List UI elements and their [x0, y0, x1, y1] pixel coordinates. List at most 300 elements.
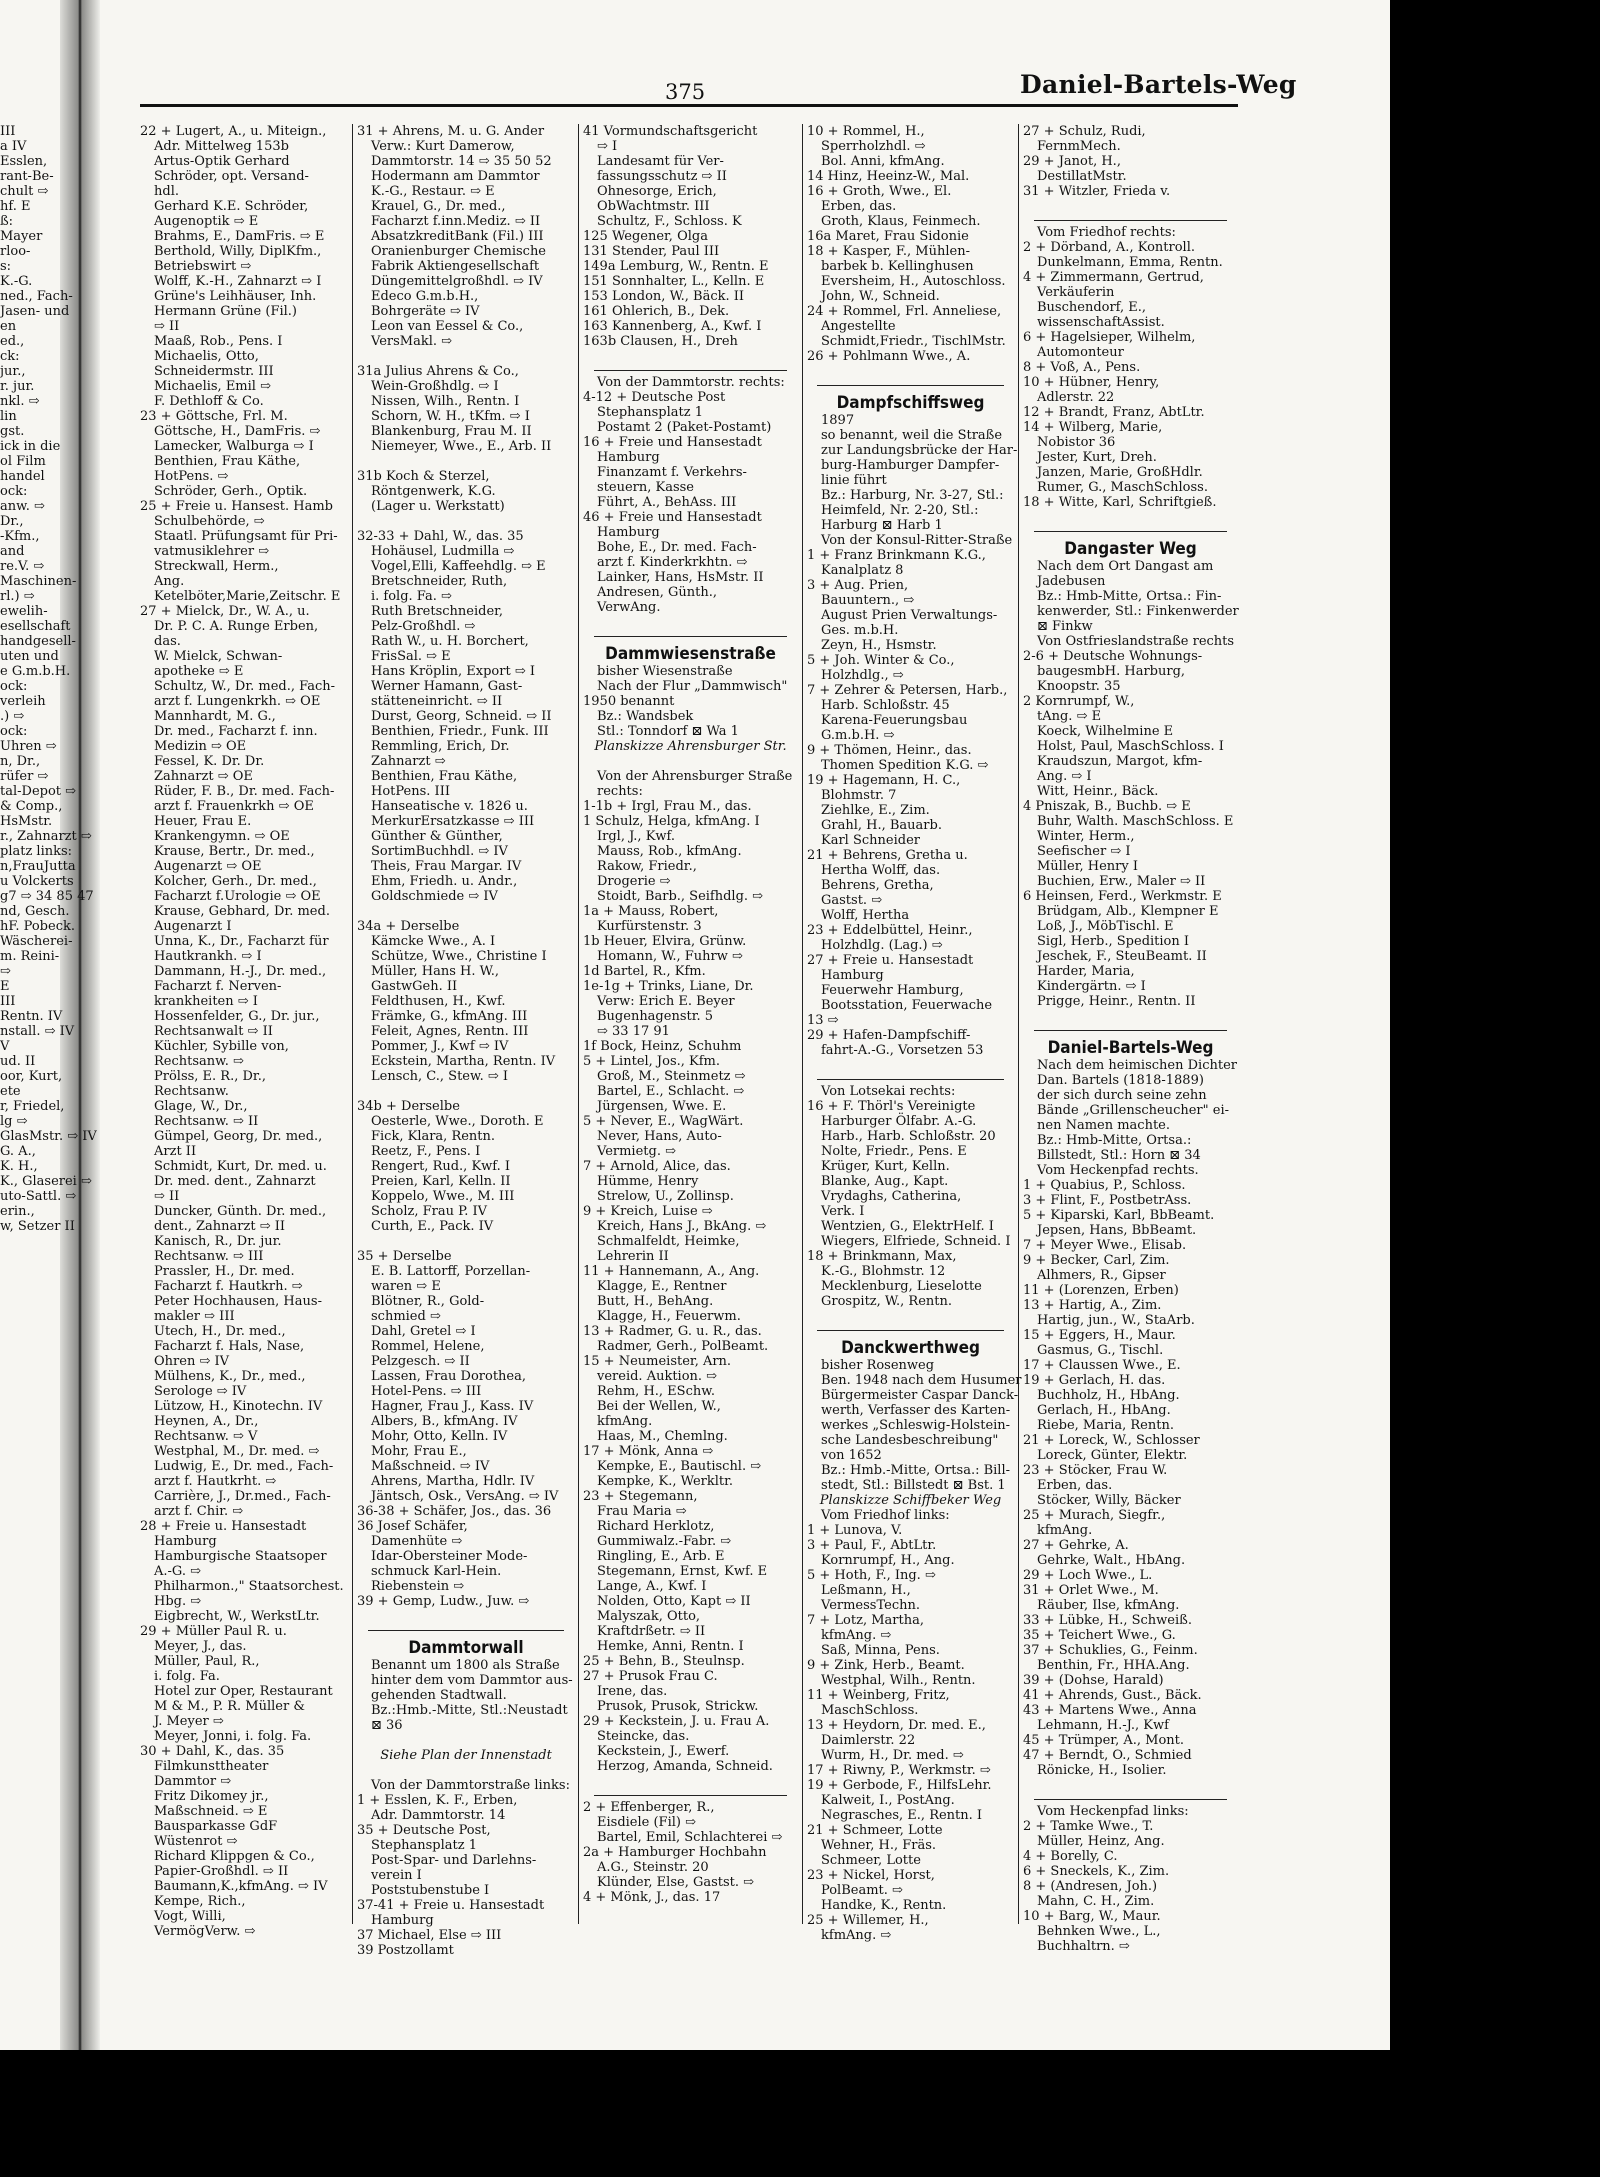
directory-entry-line — [583, 1774, 798, 1789]
directory-entry-line: ⊠ Finkw — [1037, 619, 1093, 634]
directory-entry-line: ⇨ II — [154, 319, 180, 334]
directory-entry-line: Rengert, Rud., Kwf. I — [371, 1159, 511, 1174]
directory-entry-line: Schmeer, Lotte — [821, 1853, 921, 1868]
directory-entry-line: Kurfürstenstr. 3 — [597, 919, 702, 934]
directory-entry-line: Adlerstr. 22 — [1037, 390, 1115, 405]
directory-entry-line: arzt f. Lungenkrkh. ⇨ OE — [154, 694, 321, 709]
directory-entry-line: Eversheim, H., Autoschloss. — [821, 274, 1006, 289]
directory-entry-line: 37 Michael, Else ⇨ III — [357, 1928, 502, 1943]
page-number: 375 — [665, 80, 706, 104]
directory-entry-line: hinter dem vom Dammtor aus- — [371, 1673, 573, 1688]
directory-entry-line: Von der Ahrensburger Straße — [597, 769, 793, 784]
directory-entry-line: 39 + Gemp, Ludw., Juw. ⇨ — [357, 1594, 530, 1609]
directory-entry-line: Thomen Spedition K.G. ⇨ — [821, 758, 989, 773]
directory-entry-line: Ang. ⇨ I — [1037, 769, 1092, 784]
fragment-line: ned., Fach- — [0, 289, 73, 304]
directory-column-2 — [357, 124, 575, 1958]
directory-entry-line: Strelow, U., Zollinsp. — [597, 1189, 734, 1204]
directory-entry-line: stedt, Stl.: Billstedt ⊠ Bst. 1 — [821, 1478, 1006, 1493]
directory-entry-line: Werner Hamann, Gast- — [371, 679, 523, 694]
directory-entry-line: 14 + Wilberg, Marie, — [1023, 420, 1163, 435]
directory-entry-line: Müller, Hans H. W., — [371, 964, 499, 979]
directory-entry-line: Schulbehörde, ⇨ — [154, 514, 265, 529]
directory-entry-line: Jeschek, F., SteuBeamt. II — [1037, 949, 1207, 964]
directory-entry-line: Streckwall, Herm., — [154, 559, 279, 574]
directory-entry-line: Benthien, Friedr., Funk. III — [371, 724, 549, 739]
directory-entry-line: Papier-Großhdl. ⇨ II — [154, 1864, 289, 1879]
directory-entry-line: 9 + Zink, Herb., Beamt. — [807, 1658, 965, 1673]
directory-entry-line: Heuer, Frau E. — [154, 814, 252, 829]
directory-entry-line: kfmAng. — [597, 1414, 653, 1429]
directory-entry-line: Maaß, Rob., Pens. I — [154, 334, 283, 349]
directory-entry-line: 25 + Murach, Siegfr., — [1023, 1508, 1166, 1523]
directory-entry-line: Bürgermeister Caspar Danck- — [821, 1388, 1019, 1403]
fragment-line: uten und — [0, 649, 59, 664]
column-divider — [802, 124, 803, 1924]
fragment-line: ewelih- — [0, 604, 48, 619]
section-rule — [1034, 1799, 1228, 1800]
directory-entry-line: Kempe, Rich., — [154, 1894, 246, 1909]
fragment-line: ed., — [0, 334, 25, 349]
directory-entry-line: Dammtor ⇨ — [154, 1774, 232, 1789]
directory-entry-line: Holzhdlg., ⇨ — [821, 668, 904, 683]
directory-entry-line: 1897 — [821, 413, 855, 428]
directory-entry-line: 13 + Radmer, G. u. R., das. — [583, 1324, 762, 1339]
fragment-line: HsMstr. — [0, 814, 53, 829]
directory-entry-line: Witt, Heinr., Bäck. — [1037, 784, 1159, 799]
directory-entry-line: Gastst. ⇨ — [821, 893, 883, 908]
directory-entry-line: Wolff, K.-H., Zahnarzt ⇨ I — [154, 274, 322, 289]
directory-entry-line: 27 + Gehrke, A. — [1023, 1538, 1129, 1553]
directory-entry-line: Winter, Herm., — [1037, 829, 1135, 844]
directory-entry-line: August Prien Verwaltungs- — [821, 608, 998, 623]
directory-entry-line: krankheiten ⇨ I — [154, 994, 258, 1009]
directory-entry-line: 16a Maret, Frau Sidonie — [807, 229, 969, 244]
directory-entry-line: Dammtorstr. 14 ⇨ 35 50 52 — [371, 154, 552, 169]
directory-entry-line: Drogerie ⇨ — [597, 874, 671, 889]
directory-entry-line: Wentzien, G., ElektrHelf. I — [821, 1219, 994, 1234]
directory-entry-line: apotheke ⇨ E — [154, 664, 244, 679]
directory-entry-line: kfmAng. — [1037, 1523, 1093, 1538]
directory-entry-line: Butt, H., BehAng. — [597, 1294, 714, 1309]
directory-entry-line: 23 + Stöcker, Frau W. — [1023, 1463, 1168, 1478]
directory-entry-line: 29 + Janot, H., — [1023, 154, 1121, 169]
directory-entry-line: Hemke, Anni, Rentn. I — [597, 1639, 744, 1654]
directory-entry-line: schmied ⇨ — [371, 1309, 441, 1324]
directory-entry-line: Blankenburg, Frau M. II — [371, 424, 532, 439]
directory-entry-line — [583, 754, 798, 769]
street-heading: Dammtorwall — [408, 1638, 524, 1658]
fragment-line: jur., — [0, 364, 26, 379]
directory-entry-line: Glage, W., Dr., — [154, 1099, 248, 1114]
fragment-line: ick in die — [0, 439, 61, 454]
directory-entry-line: Koppelo, Wwe., M. III — [371, 1189, 515, 1204]
directory-entry-line: 5 + Lintel, Jos., Kfm. — [583, 1054, 721, 1069]
directory-entry-line: Verk. I — [821, 1204, 865, 1219]
directory-entry-line: Hamburg — [154, 1534, 217, 1549]
directory-entry-line: 6 Heinsen, Ferd., Werkmstr. E — [1023, 889, 1222, 904]
directory-entry-line: Von Ostfrieslandstraße rechts — [1037, 634, 1235, 649]
directory-entry-line: Benthin, Fr., HHA.Ang. — [1037, 1658, 1190, 1673]
directory-entry-line: 25 + Willemer, H., — [807, 1913, 929, 1928]
fragment-line: esellschaft — [0, 619, 71, 634]
directory-entry-line: 25 + Freie u. Hansest. Hamb — [140, 499, 333, 514]
directory-entry-line: Heimfeld, Nr. 2-20, Stl.: — [821, 503, 979, 518]
fragment-line: Uhren ⇨ — [0, 739, 57, 754]
directory-entry-line: 29 + Loch Wwe., L. — [1023, 1568, 1153, 1583]
directory-entry-line: Hotel-Pens. ⇨ III — [371, 1384, 482, 1399]
directory-entry-line: 24 + Rommel, Frl. Anneliese, — [807, 304, 1002, 319]
directory-entry-line: Never, Hans, Auto- — [597, 1129, 722, 1144]
directory-entry-line: 13 + Hartig, A., Zim. — [1023, 1298, 1162, 1313]
directory-entry-line: 19 + Gerlach, H. das. — [1023, 1373, 1166, 1388]
directory-entry-line: Harder, Maria, — [1037, 964, 1135, 979]
directory-entry-line: Facharzt f.inn.Mediz. ⇨ II — [371, 214, 541, 229]
section-rule — [368, 1630, 564, 1631]
directory-entry-line: Feuerwehr Hamburg, — [821, 983, 964, 998]
directory-entry-line — [357, 514, 575, 529]
directory-entry-line: Andresen, Günth., — [597, 585, 717, 600]
directory-entry-line: 21 + Loreck, W., Schlosser — [1023, 1433, 1200, 1448]
fragment-line: handgesell- — [0, 634, 76, 649]
fragment-line: Maschinen- — [0, 574, 77, 589]
directory-entry-line: Janzen, Marie, GroßHdlr. — [1037, 465, 1203, 480]
directory-entry-line: Buchholz, H., HbAng. — [1037, 1388, 1180, 1403]
directory-entry-line: 4 + Mönk, J., das. 17 — [583, 1890, 721, 1905]
directory-entry-line: makler ⇨ III — [154, 1309, 235, 1324]
directory-entry-line: Riebe, Maria, Rentn. — [1037, 1418, 1174, 1433]
directory-entry-line: kfmAng. ⇨ — [821, 1928, 892, 1943]
directory-entry-line: 153 London, W., Bäck. II — [583, 289, 745, 304]
directory-entry-line: Dr. med. dent., Zahnarzt — [154, 1174, 316, 1189]
fragment-line: III — [0, 994, 16, 1009]
directory-entry-line: Schmalfeldt, Heimke, — [597, 1234, 740, 1249]
directory-entry-line — [1023, 199, 1238, 214]
fragment-line: m. Reini- — [0, 949, 60, 964]
directory-entry-line: Harburger Ölfabr. A.-G. — [821, 1114, 977, 1129]
directory-entry-line: Schmidt, Kurt, Dr. med. u. — [154, 1159, 327, 1174]
plan-reference: Planskizze Ahrensburger Str. — [594, 739, 787, 754]
directory-entry-line: 27 + Mielck, Dr., W. A., u. — [140, 604, 310, 619]
directory-entry-line: 17 + Riwny, P., Werkmstr. ⇨ — [807, 1763, 991, 1778]
directory-entry-line: arzt f. Chir. ⇨ — [154, 1504, 244, 1519]
directory-entry-line: Krauel, G., Dr. med., — [371, 199, 506, 214]
directory-entry-line: Zahnarzt ⇨ OE — [154, 769, 253, 784]
directory-entry-line: Irgl, J., Kwf. — [597, 829, 676, 844]
fragment-line: r. jur. — [0, 379, 35, 394]
directory-entry-line: gehenden Stadtwall. — [371, 1688, 507, 1703]
directory-entry-line: Kempke, K., Werkltr. — [597, 1474, 734, 1489]
directory-entry-line: 1e-1g + Trinks, Liane, Dr. — [583, 979, 754, 994]
directory-entry-line: Vom Heckenpfad links: — [1037, 1804, 1189, 1819]
directory-entry-line: 12 + Brandt, Franz, AbtLtr. — [1023, 405, 1205, 420]
directory-entry-line: Saß, Minna, Pens. — [821, 1643, 940, 1658]
directory-entry-line: Rechtsanw. ⇨ III — [154, 1249, 264, 1264]
directory-entry-line: Filmkunsttheater — [154, 1759, 269, 1774]
directory-entry-line: Benthien, Frau Käthe, — [371, 769, 518, 784]
directory-entry-line: Stl.: Tonndorf ⊠ Wa 1 — [597, 724, 739, 739]
directory-entry-line: Nissen, Wilh., Rentn. I — [371, 394, 520, 409]
directory-entry-line: Hanseatische v. 1826 u. — [371, 799, 528, 814]
directory-entry-line: Rönicke, H., Isolier. — [1037, 1763, 1167, 1778]
directory-entry-line: Verw.: Kurt Damerow, — [371, 139, 515, 154]
directory-entry-line: Curth, E., Pack. IV — [371, 1219, 494, 1234]
directory-entry-line: Stegemann, Ernst, Kwf. E — [597, 1564, 768, 1579]
directory-entry-line: Brahms, E., DamFris. ⇨ E — [154, 229, 325, 244]
fragment-line: tal-Depot ⇨ — [0, 784, 77, 799]
directory-entry-line: Bartel, Emil, Schlachterei ⇨ — [597, 1830, 783, 1845]
directory-entry-line: 10 + Rommel, H., — [807, 124, 925, 139]
directory-entry-line: 5 + Never, E., WagWärt. — [583, 1114, 744, 1129]
directory-entry-line: Von der Konsul-Ritter-Straße — [821, 533, 1013, 548]
directory-entry-line: 2 + Dörband, A., Kontroll. — [1023, 240, 1195, 255]
directory-entry-line: Vogt, Willi, — [154, 1909, 226, 1924]
directory-entry-line: arzt f. Hautkrht. ⇨ — [154, 1474, 277, 1489]
directory-entry-line: Hohäusel, Ludmilla ⇨ — [371, 544, 515, 559]
fragment-line: r, Friedel, — [0, 1099, 65, 1114]
directory-entry-line: Artus-Optik Gerhard — [154, 154, 290, 169]
directory-entry-line: Serologe ⇨ IV — [154, 1384, 247, 1399]
directory-entry-line: Behrens, Gretha, — [821, 878, 934, 893]
directory-entry-line: Klünder, Else, Gastst. ⇨ — [597, 1875, 755, 1890]
directory-entry-line: Karl Schneider — [821, 833, 920, 848]
directory-entry-line: Duncker, Günth. Dr. med., — [154, 1204, 327, 1219]
column-divider — [1018, 124, 1019, 1924]
fragment-line: erin., — [0, 1204, 35, 1219]
fragment-line: K. H., — [0, 1159, 38, 1174]
fragment-line: ⇨ — [0, 964, 11, 979]
directory-entry-line: J. Meyer ⇨ — [154, 1714, 224, 1729]
directory-entry-line: 1 Schulz, Helga, kfmAng. I — [583, 814, 760, 829]
directory-entry-line: 9 + Becker, Carl, Zim. — [1023, 1253, 1170, 1268]
directory-entry-line: Krause, Bertr., Dr. med., — [154, 844, 315, 859]
directory-entry-line: 10 + Barg, W., Maur. — [1023, 1909, 1161, 1924]
directory-entry-line: Augenoptik ⇨ E — [154, 214, 259, 229]
directory-entry-line: John, W., Schneid. — [821, 289, 940, 304]
directory-entry-line: W. Mielck, Schwan- — [154, 649, 283, 664]
directory-entry-line: Finanzamt f. Verkehrs- — [597, 465, 747, 480]
directory-entry-line: rechts: — [597, 784, 643, 799]
directory-entry-line: Nach dem Ort Dangast am — [1037, 559, 1214, 574]
directory-entry-line: Dammann, H.-J., Dr. med., — [154, 964, 327, 979]
directory-entry-line: 16 + Groth, Wwe., El. — [807, 184, 952, 199]
directory-entry-line: Wehner, H., Fräs. — [821, 1838, 937, 1853]
directory-entry-line: Blötner, R., Gold- — [371, 1294, 485, 1309]
directory-entry-line: Kolcher, Gerh., Dr. med., — [154, 874, 317, 889]
fragment-line: u Volckerts — [0, 874, 74, 889]
directory-entry-line — [1023, 1778, 1238, 1793]
directory-entry-line: Gasmus, G., Tischl. — [1037, 1343, 1164, 1358]
directory-entry-line: Hossenfelder, G., Dr. jur., — [154, 1009, 320, 1024]
fragment-line: III — [0, 124, 16, 139]
directory-entry-line: Bol. Anni, kfmAng. — [821, 154, 945, 169]
directory-entry-line: FrisSal. ⇨ E — [371, 649, 451, 664]
directory-entry-line: Krause, Gebhard, Dr. med. — [154, 904, 330, 919]
directory-column-1 — [140, 124, 348, 1939]
directory-entry-line: 31b Koch & Sterzel, — [357, 469, 490, 484]
directory-entry-line: Facharzt f. Nerven- — [154, 979, 282, 994]
directory-entry-line: 43 + Martens Wwe., Anna — [1023, 1703, 1197, 1718]
directory-entry-line: Kempke, E., Bautischl. ⇨ — [597, 1459, 762, 1474]
directory-entry-line: so benannt, weil die Straße — [821, 428, 1003, 443]
directory-entry-line: Keckstein, J., Ewerf. — [597, 1744, 730, 1759]
directory-entry-line: 151 Sonnhalter, L., Kelln. E — [583, 274, 765, 289]
directory-entry-line: 19 + Hagemann, H. C., — [807, 773, 961, 788]
directory-entry-line: Zahnarzt ⇨ — [371, 754, 446, 769]
directory-entry-line: Lainker, Hans, HsMstr. II — [597, 570, 764, 585]
fragment-line: and — [0, 544, 25, 559]
section-rule — [817, 1330, 1003, 1331]
directory-entry-line: VermögVerw. ⇨ — [154, 1924, 256, 1939]
directory-entry-line: 131 Stender, Paul III — [583, 244, 720, 259]
section-rule — [594, 636, 788, 637]
directory-entry-line: Grüne's Leihhäuser, Inh. — [154, 289, 317, 304]
directory-entry-line: Prusok, Prusok, Strickw. — [597, 1699, 759, 1714]
directory-entry-line: Seefischer ⇨ I — [1037, 844, 1131, 859]
directory-column-4 — [807, 124, 1022, 1943]
directory-entry-line: 47 + Berndt, O., Schmied — [1023, 1748, 1192, 1763]
fragment-line: verleih — [0, 694, 46, 709]
directory-entry-line: Müller, Henry I — [1037, 859, 1138, 874]
directory-entry-line: 18 + Witte, Karl, Schriftgieß. — [1023, 495, 1217, 510]
directory-entry-line: 2 + Effenberger, R., — [583, 1800, 715, 1815]
directory-entry-line: 13 ⇨ — [807, 1013, 839, 1028]
directory-entry-line — [357, 349, 575, 364]
directory-entry-line: Arzt II — [154, 1144, 197, 1159]
directory-entry-line: waren ⇨ E — [371, 1279, 441, 1294]
directory-entry-line: Stephansplatz 1 — [597, 405, 704, 420]
directory-entry-line: Irene, das. — [597, 1684, 668, 1699]
directory-entry-line: Hotel zur Oper, Restaurant — [154, 1684, 333, 1699]
directory-entry-line: Carrière, J., Dr.med., Fach- — [154, 1489, 331, 1504]
directory-column-5 — [1023, 124, 1238, 1954]
directory-entry-line: dent., Zahnarzt ⇨ II — [154, 1219, 286, 1234]
directory-entry-line: 11 + Weinberg, Fritz, — [807, 1688, 950, 1703]
directory-entry-line: Gummiwalz.-Fabr. ⇨ — [597, 1534, 732, 1549]
directory-entry-line: linie führt — [821, 473, 887, 488]
directory-entry-line: 9 + Kreich, Luise ⇨ — [583, 1204, 713, 1219]
directory-entry-line: Schultz, F., Schloss. K — [597, 214, 742, 229]
directory-entry-line: Ketelböter,Marie,Zeitschr. E — [154, 589, 341, 604]
directory-entry-line: das. — [154, 634, 181, 649]
fragment-line: e G.m.b.H. — [0, 664, 71, 679]
directory-entry-line: Buhr, Walth. MaschSchloss. E — [1037, 814, 1234, 829]
directory-entry-line: 11 + Hannemann, A., Ang. — [583, 1264, 760, 1279]
directory-entry-line: 7 + Meyer Wwe., Elisab. — [1023, 1238, 1187, 1253]
directory-entry-line: (Lager u. Werkstatt) — [371, 499, 505, 514]
directory-entry-line: Grahl, H., Bauarb. — [821, 818, 942, 833]
directory-entry-line: Radmer, Gerh., PolBeamt. — [597, 1339, 769, 1354]
fragment-line: ß: — [0, 214, 14, 229]
directory-entry-line: Handke, K., Rentn. — [821, 1898, 947, 1913]
directory-entry-line: 1d Bartel, R., Kfm. — [583, 964, 706, 979]
directory-entry-line: Dan. Bartels (1818-1889) — [1037, 1073, 1204, 1088]
directory-entry-line: 15 + Eggers, H., Maur. — [1023, 1328, 1176, 1343]
fragment-line: Esslen, — [0, 154, 48, 169]
directory-entry-line: Mülhens, K., Dr., med., — [154, 1369, 306, 1384]
directory-entry-line: Hamburg — [371, 1913, 434, 1928]
directory-entry-line: Düngemittelgroßhdl. ⇨ IV — [371, 274, 543, 289]
directory-entry-line: fassungsschutz ⇨ II — [597, 169, 727, 184]
directory-entry-line: 36-38 + Schäfer, Jos., das. 36 — [357, 1504, 552, 1519]
directory-entry-line: Loß, J., MöbTischl. E — [1037, 919, 1174, 934]
directory-entry-line: Eigbrecht, W., WerkstLtr. — [154, 1609, 320, 1624]
column-divider — [352, 124, 353, 1924]
directory-entry-line: 21 + Behrens, Gretha u. — [807, 848, 968, 863]
directory-entry-line: DestillatMstr. — [1037, 169, 1127, 184]
directory-entry-line: 45 + Trümper, A., Mont. — [1023, 1733, 1185, 1748]
directory-entry-line: Hermann Grüne (Fil.) — [154, 304, 297, 319]
directory-entry-line: Haas, M., Chemlng. — [597, 1429, 728, 1444]
directory-entry-line: 4 + Borelly, C. — [1023, 1849, 1118, 1864]
fragment-line: platz links: — [0, 844, 73, 859]
street-heading: Daniel-Bartels-Weg — [1047, 1038, 1214, 1058]
directory-entry-line: Lange, A., Kwf. I — [597, 1579, 707, 1594]
directory-entry-line: Billstedt, Stl.: Horn ⊠ 34 — [1037, 1148, 1201, 1163]
directory-entry-line: 17 + Claussen Wwe., E. — [1023, 1358, 1181, 1373]
directory-entry-line: 4-12 + Deutsche Post — [583, 390, 726, 405]
directory-entry-line: 19 + Gerbode, F., HilfsLehr. — [807, 1778, 992, 1793]
fragment-line: ol Film — [0, 454, 46, 469]
directory-entry-line: Negrasches, E., Rentn. I — [821, 1808, 983, 1823]
directory-entry-line: Koeck, Wilhelmine E — [1037, 724, 1174, 739]
directory-entry-line: 149a Lemburg, W., Rentn. E — [583, 259, 769, 274]
directory-entry-line: E. B. Lattorff, Porzellan- — [371, 1264, 531, 1279]
directory-entry-line: 1a + Mauss, Robert, — [583, 904, 719, 919]
directory-entry-line: Kanalplatz 8 — [821, 563, 904, 578]
directory-entry-line: Lamecker, Walburga ⇨ I — [154, 439, 314, 454]
directory-entry-line: 21 + Schmeer, Lotte — [807, 1823, 943, 1838]
directory-entry-line: 5 + Kiparski, Karl, BbBeamt. — [1023, 1208, 1215, 1223]
directory-entry-line: Unna, K., Dr., Facharzt für — [154, 934, 329, 949]
directory-entry-line — [357, 1733, 575, 1748]
directory-entry-line: 27 + Prusok Frau C. — [583, 1669, 718, 1684]
directory-entry-line: Schröder, Gerh., Optik. — [154, 484, 308, 499]
directory-entry-line: Ludwig, E., Dr. med., Fach- — [154, 1459, 334, 1474]
directory-entry-line: Blohmstr. 7 — [821, 788, 897, 803]
directory-entry-line: Rechtsanw. ⇨ — [154, 1054, 244, 1069]
directory-entry-line: Schultz, W., Dr. med., Fach- — [154, 679, 336, 694]
directory-entry-line: Wolff, Hertha — [821, 908, 910, 923]
directory-entry-line: Kämcke Wwe., A. I — [371, 934, 496, 949]
fragment-line: handel — [0, 469, 45, 484]
fragment-line: .) ⇨ — [0, 709, 25, 724]
directory-entry-line: steuern, Kasse — [597, 480, 695, 495]
directory-entry-line: Rehm, H., ESchw. — [597, 1384, 715, 1399]
directory-entry-line: 35 + Deutsche Post, — [357, 1823, 491, 1838]
directory-entry-line: 161 Ohlerich, B., Dek. — [583, 304, 730, 319]
directory-entry-line: Edeco G.m.b.H., — [371, 289, 479, 304]
directory-entry-line — [1023, 1009, 1238, 1024]
directory-entry-line: Kraudszun, Margot, kfm- — [1037, 754, 1203, 769]
directory-entry-line: vatmusiklehrer ⇨ — [154, 544, 270, 559]
directory-entry-line: Maßschneid. ⇨ E — [154, 1804, 268, 1819]
directory-entry-line: Staatl. Prüfungsamt für Pri- — [154, 529, 338, 544]
directory-entry-line: Rommel, Helene, — [371, 1339, 485, 1354]
directory-entry-line: Rechtsanw. ⇨ V — [154, 1429, 258, 1444]
directory-column-3 — [583, 124, 798, 1905]
directory-entry-line: Fessel, K. Dr. Dr. — [154, 754, 265, 769]
directory-entry-line: Augenarzt ⇨ OE — [154, 859, 262, 874]
street-heading: Dangaster Weg — [1064, 539, 1197, 559]
directory-entry-line: Ohren ⇨ IV — [154, 1354, 229, 1369]
directory-entry-line: 15 + Neumeister, Arn. — [583, 1354, 732, 1369]
directory-entry-line: K.-G., Blohmstr. 12 — [821, 1264, 946, 1279]
directory-entry-line: Von der Dammtorstraße links: — [371, 1778, 570, 1793]
fragment-line: rl.) ⇨ — [0, 589, 35, 604]
directory-entry-line: Facharzt f. Hautkrh. ⇨ — [154, 1279, 303, 1294]
section-rule — [1034, 1030, 1228, 1031]
